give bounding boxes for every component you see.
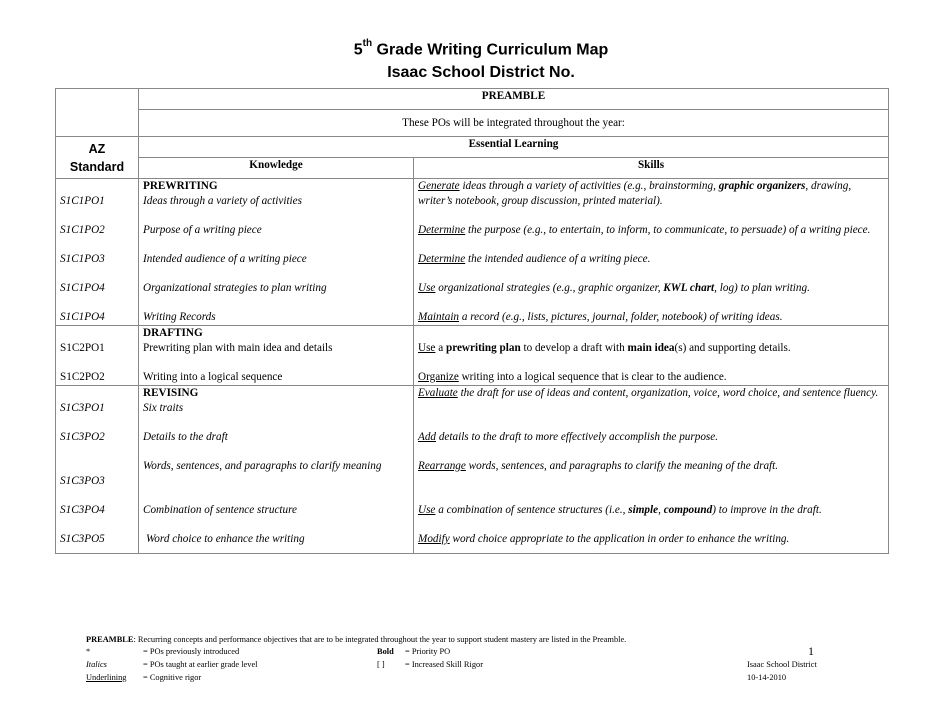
standard-code: S1C1PO2 [56,209,139,238]
knowledge-text: Organizational strategies to plan writing [139,267,414,296]
skill-text: Evaluate the draft for use of ideas and content, organization, voice, word choice, and sentence fluency. [414,386,889,417]
district-name: Isaac School District [747,660,817,669]
column-header-row [56,158,889,179]
standard-code: S1C1PO4 [56,296,139,326]
table-row [56,356,889,386]
table-row [56,238,889,267]
knowledge-text: Ideas through a variety of activities [143,195,302,207]
knowledge-text: Prewriting plan with main idea and details [143,342,333,354]
table-row [56,209,889,238]
knowledge-heading: Knowledge [139,158,414,179]
knowledge-text: Details to the draft [139,416,414,445]
knowledge-text: Words, sentences, and paragraphs to clarify meaning [139,445,414,489]
document-date: 10-14-2010 [747,673,787,682]
page-number: 1 [808,644,814,658]
knowledge-text: Word choice to enhance the writing [139,518,414,554]
skill-text: Determine the purpose (e.g., to entertain, to inform, to communicate, to persuade) of a writing piece. [414,209,889,238]
skills-heading: Skills [414,158,889,179]
standard-code: S1C1PO4 [56,267,139,296]
document-title-line2: Isaac School District No. [387,64,575,81]
standard-code: S1C1PO3 [56,238,139,267]
legend-italics: Italics [86,660,107,669]
skill-text: Modify word choice appropriate to the application in order to enhance the writing. [414,518,889,554]
curriculum-table [55,88,889,554]
legend-bold-def: = Priority PO [405,647,451,656]
standard-code: S1C2PO2 [56,356,139,386]
skill-text: Use organizational strategies (e.g., graphic organizer, KWL chart, log) to plan writing. [414,267,889,296]
standard-code: S1C3PO5 [56,518,139,554]
az-standard-heading: AZ Standard [56,137,139,179]
skill-text: Add details to the draft to more effectively accomplish the purpose. [414,416,889,445]
table-row [56,416,889,445]
knowledge-text: Intended audience of a writing piece [139,238,414,267]
table-row [56,326,889,357]
table-row [56,267,889,296]
standard-code: S1C3PO4 [56,489,139,518]
skill-text: Maintain a record (e.g., lists, pictures, journal, folder, notebook) of writing ideas. [414,296,889,326]
knowledge-text: Six traits [143,402,184,414]
legend-brackets-def: = Increased Skill Rigor [405,660,483,669]
skill-text: Use a combination of sentence structures (i.e., simple, compound) to improve in the draft. [414,489,889,518]
legend-italics-def: = POs taught at earlier grade level [143,660,258,669]
preamble-heading: PREAMBLE [139,89,889,110]
legend-bold: Bold [377,647,394,656]
skill-text: Organize writing into a logical sequence that is clear to the audience. [414,356,889,386]
table-row [56,179,889,210]
legend-underlining: Underlining [86,673,127,682]
integrated-note: These POs will be integrated throughout the year: [139,110,889,137]
legend-star: * [86,647,91,656]
table-row [56,296,889,326]
section-heading-revising: REVISING [143,387,199,399]
knowledge-text: Writing into a logical sequence [139,356,414,386]
preamble-header-row [56,89,889,110]
skill-text: Generate ideas through a variety of activities (e.g., brainstorming, graphic organizers, drawing, writer’s notebook, group discussion, printed material). [414,179,889,210]
document-title-line1: 5th Grade Writing Curriculum Map [353,38,609,59]
standard-code: S1C3PO3 [56,445,139,489]
skill-text: Use a prewriting plan to develop a draft with main idea(s) and supporting details. [414,326,889,357]
table-row [56,445,889,489]
standard-code: S1C1PO1 [60,195,105,207]
legend-brackets: [ ] [377,660,385,669]
standard-code: S1C3PO1 [60,402,105,414]
standard-code: S1C3PO2 [56,416,139,445]
essential-learning-row [56,137,889,158]
knowledge-text: Purpose of a writing piece [139,209,414,238]
skill-text: Rearrange words, sentences, and paragraphs to clarify the meaning of the draft. [414,445,889,489]
section-heading-drafting: DRAFTING [143,327,203,339]
legend-underlining-def: = Cognitive rigor [143,673,202,682]
table-row [56,386,889,417]
section-heading-prewriting: PREWRITING [143,180,218,192]
standard-code: S1C2PO1 [60,342,105,354]
table-row [56,489,889,518]
essential-learning-heading: Essential Learning [139,137,889,158]
table-row [56,518,889,554]
knowledge-text: Writing Records [139,296,414,326]
knowledge-text: Combination of sentence structure [139,489,414,518]
legend-star-def: = POs previously introduced [143,647,240,656]
preamble-footnote: PREAMBLE: Recurring concepts and performance objectives that are to be integrated throughout the year to support student mastery are listed in the Preamble. [86,635,627,644]
integrated-row [56,110,889,137]
skill-text: Determine the intended audience of a writing piece. [414,238,889,267]
